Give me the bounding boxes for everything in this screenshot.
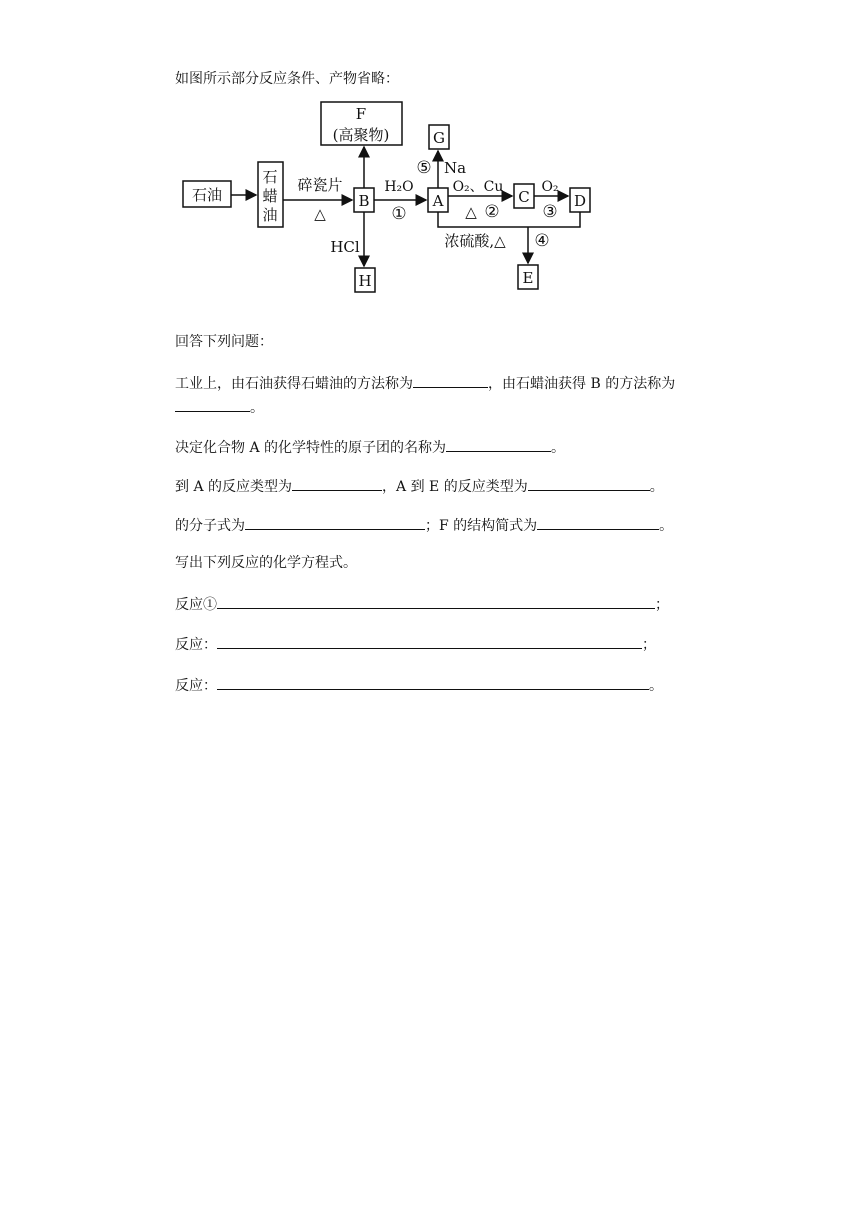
- cond-crack-top: 碎瓷片: [297, 176, 343, 194]
- label-F-desc: (高聚物): [332, 126, 390, 144]
- label-B: B: [358, 192, 370, 210]
- question-1-part-b: ，由石蜡油获得 B 的方法称为: [488, 376, 676, 392]
- intro-text: 如图所示部分反应条件、产物省略：: [175, 71, 399, 87]
- answer-blank-6[interactable]: [245, 515, 425, 530]
- question-2: [175, 437, 565, 457]
- reaction-3-label: 反应：: [175, 678, 217, 694]
- answer-blank-reaction-3[interactable]: [217, 675, 649, 690]
- label-E: E: [522, 269, 534, 287]
- cond-heat2: △: [465, 203, 477, 221]
- cond-o2cu: O₂、Cu: [452, 179, 504, 195]
- answer-blank-1[interactable]: [413, 373, 488, 388]
- question-3-part-b: ，A 到 E 的反应类型为: [382, 479, 528, 495]
- cond-h2o: H₂O: [384, 179, 414, 195]
- answer-blank-4[interactable]: [292, 476, 382, 491]
- reaction-3-line: [175, 675, 663, 695]
- answer-blank-3[interactable]: [446, 437, 551, 452]
- question-4-part-b: ；F 的结构简式为: [425, 518, 538, 534]
- label-D: D: [573, 192, 587, 210]
- question-2-end: 。: [551, 440, 566, 456]
- question-5: 写出下列反应的化学方程式。: [175, 555, 357, 571]
- cond-na: Na: [443, 159, 467, 177]
- label-paraffin-1: 石: [262, 168, 278, 186]
- reaction-1-label: 反应①: [175, 597, 217, 613]
- label-paraffin-2: 蜡: [262, 187, 278, 205]
- reaction-2-line: [175, 634, 656, 654]
- cond-num4: ④: [534, 231, 550, 251]
- question-1-end: 。: [250, 400, 264, 416]
- question-4-part-a: 的分子式为: [175, 518, 245, 534]
- question-3: [175, 476, 664, 496]
- label-A: A: [432, 192, 444, 210]
- label-oil: 石油: [191, 186, 223, 204]
- cond-num1: ①: [391, 204, 407, 224]
- answer-blank-7[interactable]: [537, 515, 659, 530]
- cond-o2: O₂: [541, 179, 559, 195]
- question-1-line1: [175, 373, 675, 393]
- cond-conc-h2so4: 浓硫酸,△: [444, 232, 506, 250]
- cond-num3: ③: [542, 202, 558, 222]
- answer-blank-reaction-2[interactable]: [217, 634, 642, 649]
- question-4: [175, 515, 673, 535]
- question-2-part-a: 决定化合物 A 的化学特性的原子团的名称为: [175, 440, 447, 456]
- reaction-2-label: 反应：: [175, 637, 217, 653]
- cond-crack-bottom: △: [314, 205, 326, 223]
- reaction-1-end: ；: [655, 597, 669, 613]
- question-3-end: 。: [649, 479, 664, 495]
- cond-num5: ⑤: [416, 158, 432, 178]
- path-A-D-bracket: [438, 212, 580, 227]
- answer-blank-reaction-1[interactable]: [217, 594, 655, 609]
- reaction-1-line: [175, 594, 669, 614]
- question-1-part-a: 工业上，由石油获得石蜡油的方法称为: [175, 376, 413, 392]
- label-paraffin-3: 油: [262, 206, 278, 224]
- answer-blank-2[interactable]: [175, 397, 250, 412]
- label-C: C: [518, 188, 530, 206]
- label-G: G: [433, 129, 445, 147]
- questions-heading: 回答下列问题：: [175, 334, 273, 350]
- answer-blank-5[interactable]: [528, 476, 650, 491]
- label-F: F: [355, 105, 367, 123]
- question-3-part-a: 到 A 的反应类型为: [175, 479, 293, 495]
- question-1-line2: [175, 397, 264, 417]
- cond-hcl: HCl: [330, 238, 360, 256]
- cond-num2: ②: [484, 202, 500, 222]
- label-H: H: [358, 272, 372, 290]
- question-4-end: 。: [659, 518, 674, 534]
- reaction-2-end: ；: [642, 637, 656, 653]
- reaction-flow-diagram: [180, 98, 600, 303]
- reaction-3-end: 。: [649, 678, 663, 694]
